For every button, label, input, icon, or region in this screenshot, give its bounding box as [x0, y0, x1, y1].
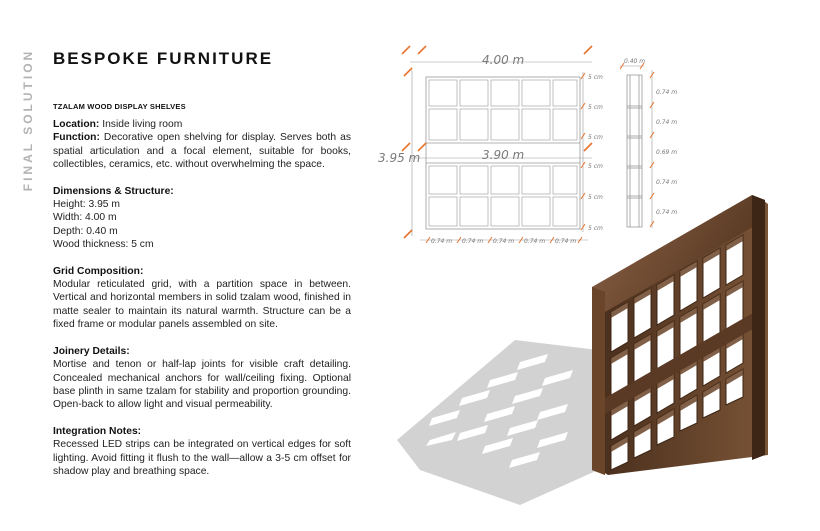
thickness-label: 5 cm — [588, 104, 603, 111]
tick — [418, 46, 426, 54]
tick — [402, 143, 410, 151]
location-value: Inside living room — [102, 119, 183, 130]
side-label-dim: 0.69 m — [656, 149, 678, 156]
side-label-dim: 0.74 m — [656, 119, 678, 126]
tick — [404, 230, 412, 238]
shadow — [397, 340, 598, 505]
side-label-text: FINAL SOLUTION — [21, 48, 35, 192]
tick — [418, 143, 426, 151]
side-elevation — [627, 75, 642, 227]
tick — [402, 46, 410, 54]
joinery-text: Mortise and tenon or half-lap joints for visible craft detailing. Concealed mechanical anchors for wall/ceiling fixing. Optional base plinth in same tzalam for stability and proportion grounding. Open-back to allow light and visual permeability. — [53, 359, 351, 411]
integration-title: Integration Notes: — [53, 425, 142, 437]
dimension-ticks — [402, 46, 592, 238]
thickness-label: 5 cm — [588, 163, 603, 170]
page-subtitle: TZALAM WOOD DISPLAY SHELVES — [53, 102, 186, 111]
column-label: 0.74 m — [493, 238, 515, 245]
side-label-dim: 0.74 m — [656, 209, 678, 216]
joinery-title: Joinery Details: — [53, 345, 130, 357]
location-label: Location: — [53, 119, 100, 130]
grid-title: Grid Composition: — [53, 265, 144, 277]
height-label: 3.95 m — [378, 151, 421, 165]
depth-label: 0.40 m — [624, 58, 646, 65]
dimensions-title: Dimensions & Structure: — [53, 185, 174, 197]
shelf-render — [592, 195, 768, 475]
side-label-dim: 0.74 m — [656, 179, 678, 186]
thickness-label: 5 cm — [588, 225, 603, 232]
column-label: 0.74 m — [431, 238, 453, 245]
thickness-label: 5 cm — [588, 194, 603, 201]
inner-width-label: 3.90 m — [482, 148, 525, 162]
side-label-dim: 0.74 m — [656, 89, 678, 96]
function-label: Function: — [53, 132, 100, 144]
thickness-label: 5 cm — [588, 134, 603, 141]
column-label: 0.74 m — [555, 238, 577, 245]
column-labels — [431, 238, 576, 245]
dimension-width: Width: 4.00 m — [53, 212, 117, 224]
thickness-label: 5 cm — [588, 74, 603, 81]
thickness-labels — [588, 74, 603, 232]
dimension-thickness: Wood thickness: 5 cm — [53, 239, 154, 251]
dimension-height: Height: 3.95 m — [53, 199, 120, 211]
function-value: Decorative open shelving for display. Serves both as spatial articulation and a focal element, suitable for books, collectibles, ceramics, etc. without overwhelming the space. — [53, 132, 351, 171]
column-label: 0.74 m — [462, 238, 484, 245]
side-labels — [656, 89, 677, 216]
column-label: 0.74 m — [524, 238, 546, 245]
tick — [584, 46, 592, 54]
tick — [584, 143, 592, 151]
integration-text: Recessed LED strips can be integrated on vertical edges for soft lighting. Avoid fitting it flush to the wall—allow a 3-5 cm offset for shadow play and breathing space. — [53, 439, 351, 477]
grid-text: Modular reticulated grid, with a partition space in between. Vertical and horizontal members in solid tzalam wood, finished in matte sealer to maintain its natural warmth. Structure can be a fixed frame or modular panels assembled on site. — [53, 279, 351, 331]
dimension-lines — [410, 62, 652, 240]
tick — [404, 68, 412, 76]
dimension-depth: Depth: 0.40 m — [53, 225, 118, 237]
page-title: BESPOKE FURNITURE — [53, 49, 274, 68]
width-label: 4.00 m — [482, 53, 525, 67]
